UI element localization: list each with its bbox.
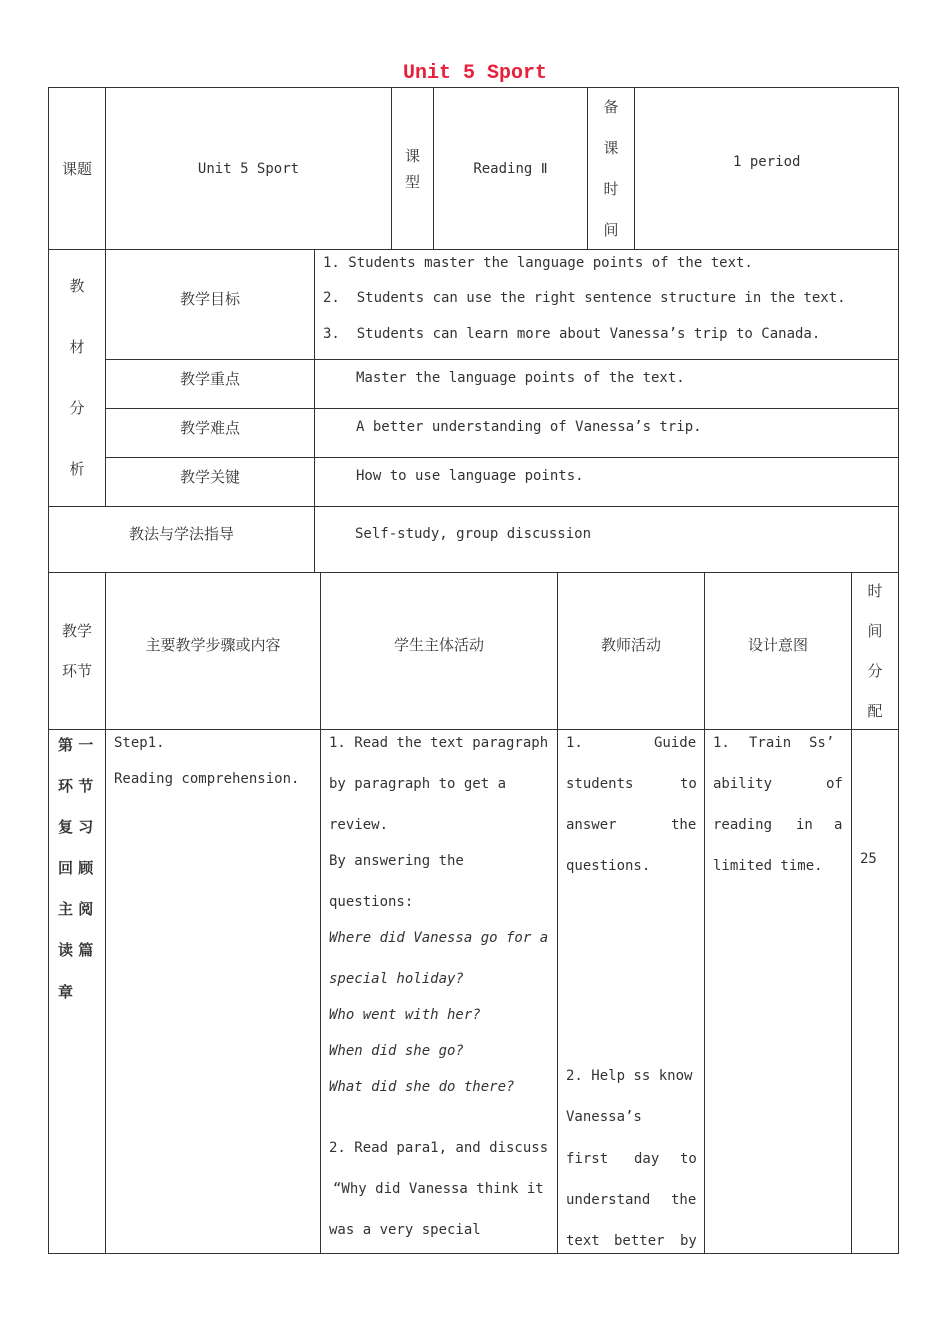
difficulty-value: A better understanding of Vanessa’s trip.	[356, 419, 702, 435]
method-value: Self-study, group discussion	[355, 526, 592, 542]
analysis-side-label: 教 材 分 析	[69, 277, 85, 478]
prep-time-value: 1 period	[733, 154, 801, 170]
key-points-value: Master the language points of the text.	[356, 370, 685, 386]
topic-value: Unit 5 Sport	[197, 160, 300, 177]
col-stage-header: 教学 环节	[61, 622, 92, 680]
type-value: Reading Ⅱ	[473, 160, 548, 177]
key-points-label: 教学重点	[179, 369, 240, 388]
method-label: 教法与学法指导	[128, 524, 234, 543]
difficulty-label: 教学难点	[179, 418, 240, 437]
page-title: Unit 5 Sport	[402, 62, 548, 85]
col-student-header: 学生主体活动	[393, 636, 484, 654]
goal-item-3: 3. Students can learn more about Vanessa’s trip to Canada.	[323, 326, 821, 342]
prep-time-label: 备 课 时 间	[603, 97, 619, 239]
goal-item-1: 1. Students master the language points of the text.	[323, 255, 753, 271]
col-teacher-header: 教师活动	[600, 636, 661, 654]
crux-value: How to use language points.	[356, 468, 584, 484]
type-label: 课 型	[404, 146, 420, 191]
goals-label: 教学目标	[179, 289, 240, 308]
time-allocation-value: 25	[860, 851, 877, 867]
goal-item-2: 2. Students can use the right sentence structure in the text.	[323, 290, 846, 306]
col-time-header: 时 间 分 配	[867, 582, 883, 720]
col-design-header: 设计意图	[747, 636, 808, 654]
topic-label: 课题	[61, 160, 92, 178]
col-content-header: 主要教学步骤或内容	[145, 636, 281, 654]
crux-label: 教学关键	[179, 467, 240, 486]
